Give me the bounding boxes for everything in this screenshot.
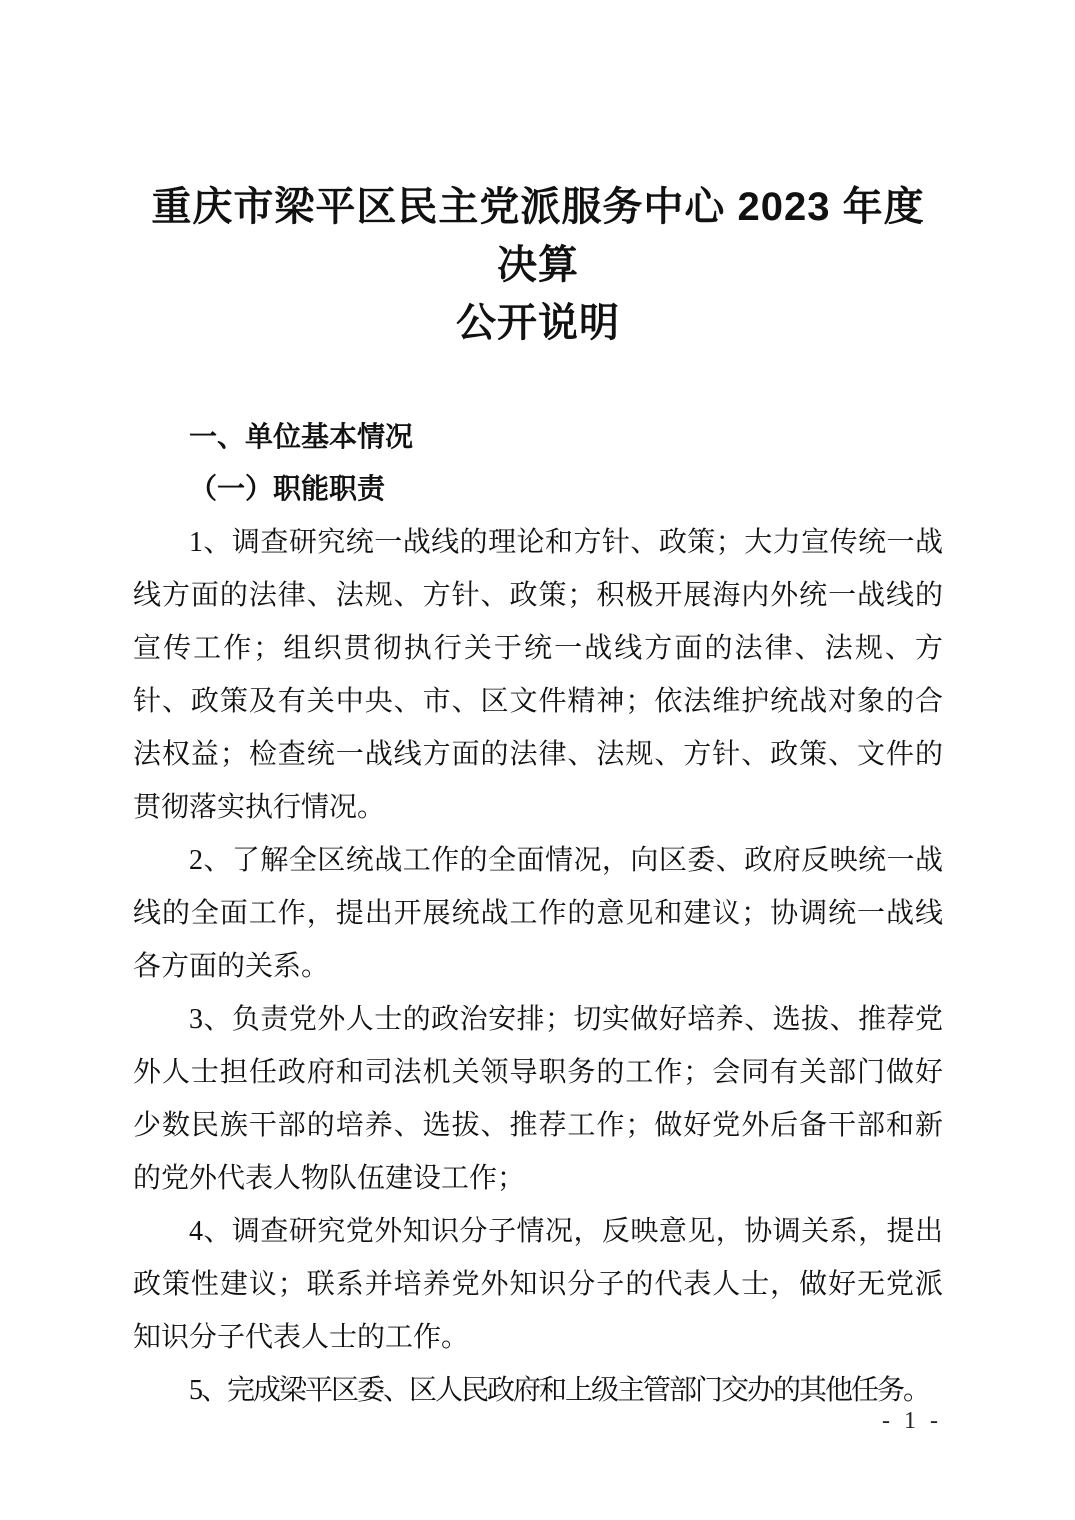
document-content [133, 178, 943, 1417]
paragraph-duty-3: 3、负责党外人士的政治安排；切实做好培养、选拔、推荐党外人士担任政府和司法机关领导职务的工作；会同有关部门做好少数民族干部的培养、选拔、推荐工作；做好党外后备干部和新的党外代表人物队伍建设工作； [133, 1004, 943, 1194]
document-title [133, 178, 943, 352]
paragraph-duty-2: 2、了解全区统战工作的全面情况，向区委、政府反映统一战线的全面工作，提出开展统战工作的意见和建议；协调统一战线各方面的关系。 [133, 845, 943, 982]
paragraph-duty-1: 1、调查研究统一战线的理论和方针、政策；大力宣传统一战线方面的法律、法规、方针、政策；积极开展海内外统一战线的宣传工作；组织贯彻执行关于统一战线方面的法律、法规、方针、政策及有关中央、市、区文件精神；依法维护统战对象的合法权益；检查统一战线方面的法律、法规、方针、政策、文件的贯彻落实执行情况。 [133, 527, 943, 823]
paragraph-duty-4: 4、调查研究党外知识分子情况，反映意见，协调关系，提出政策性建议；联系并培养党外知识分子的代表人士，做好无党派知识分子代表人士的工作。 [133, 1216, 943, 1353]
document-title-line-1: 重庆市梁平区民主党派服务中心 2023 年度决算 [151, 185, 925, 287]
page-number: - 1 - [882, 1408, 942, 1434]
document-body [133, 410, 943, 1417]
paragraph-duty-5: 5、完成梁平区委、区人民政府和上级主管部门交办的其他任务。 [189, 1375, 930, 1406]
document-title-line-2: 公开说明 [456, 301, 620, 345]
section-heading-basic-info: 一、单位基本情况 [189, 421, 414, 452]
subsection-heading-duties: （一）职能职责 [189, 474, 386, 505]
